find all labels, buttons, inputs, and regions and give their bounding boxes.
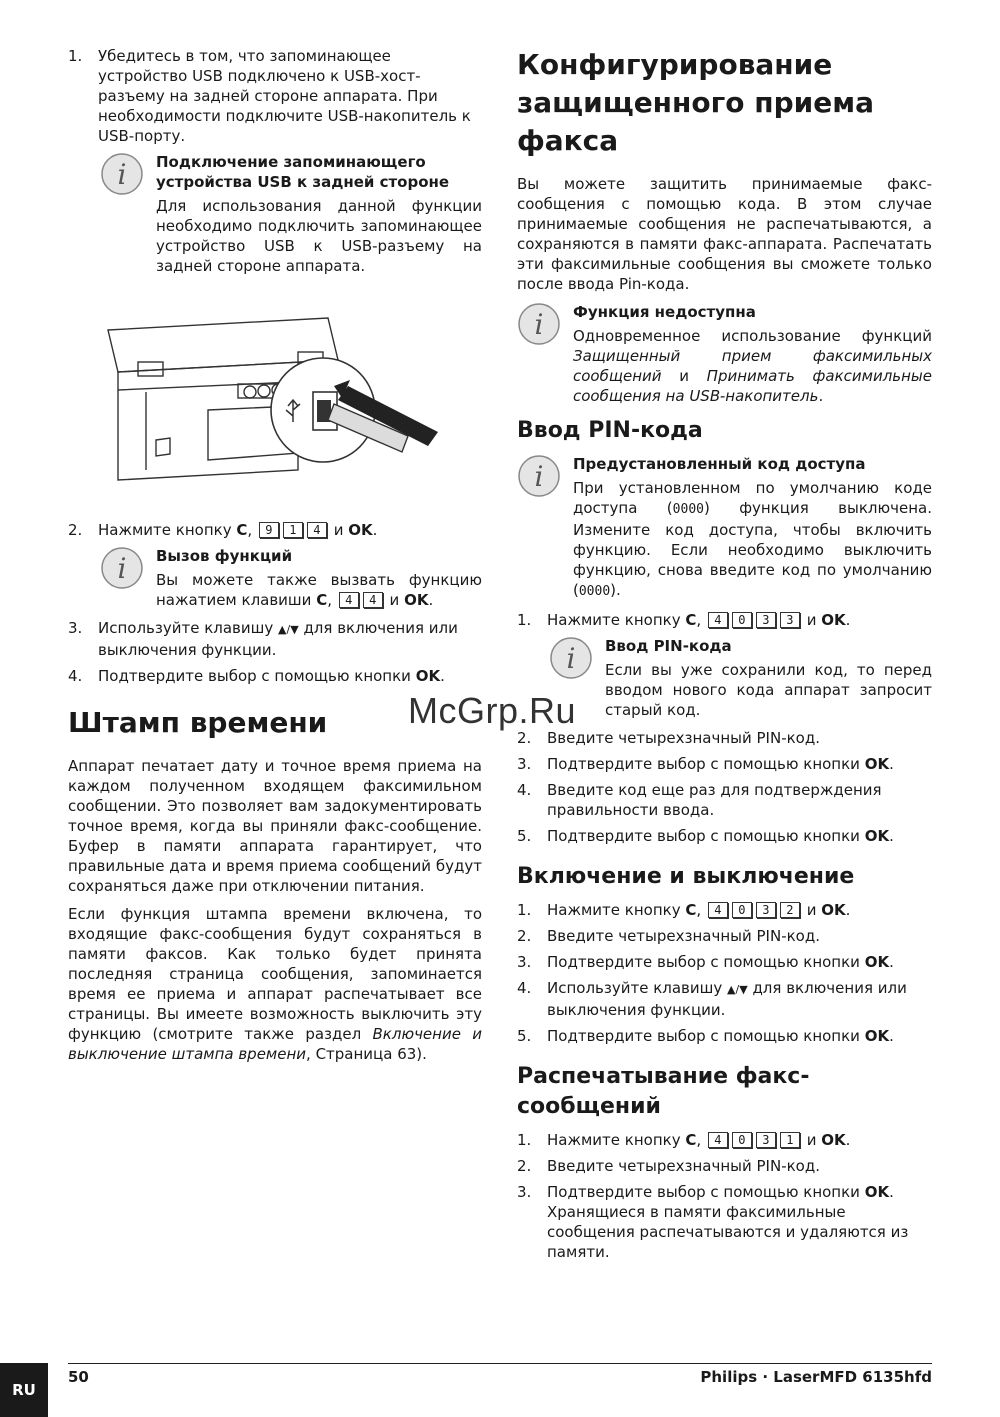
note-title: Подключение запоминающего устройства USB к задней стороне <box>156 153 450 191</box>
left-column <box>68 46 482 1072</box>
page-number: 50 <box>68 1368 89 1386</box>
note-usb-rear <box>100 152 482 276</box>
step-confirm: 4. Подтвердите выбор с помощью кнопки OK. <box>68 667 445 685</box>
onoff-step-5: 5. Подтвердите выбор с помощью кнопки OK. <box>517 1027 894 1045</box>
step-usb-connect: 1. Убедитесь в том, что запоминающее устройство USB подключено к USB-хост-разъему на задней стороне аппарата. При необходимости подключите USB-накопитель к USB-порту. <box>68 47 471 145</box>
info-icon <box>100 152 144 196</box>
info-icon <box>517 454 561 498</box>
up-down-arrow-icon: ▲/▼ <box>727 983 748 996</box>
printer-usb-illustration <box>98 300 478 500</box>
svg-text:i: i <box>117 552 127 585</box>
info-icon <box>100 546 144 590</box>
svg-text:i: i <box>117 158 127 191</box>
pin-step-3: 3. Подтвердите выбор с помощью кнопки OK. <box>517 755 894 773</box>
language-badge: RU <box>0 1363 48 1417</box>
svg-text:i: i <box>534 308 544 341</box>
heading-print-faxes: Распечатывание факс-сообщений <box>517 1064 810 1119</box>
heading-pin-entry: Ввод PIN-кода <box>517 418 703 443</box>
heading-timestamp: Штамп времени <box>68 706 328 739</box>
info-icon <box>549 636 593 680</box>
print-step-2: 2. Введите четырехзначный PIN-код. <box>517 1157 820 1175</box>
onoff-step-3: 3. Подтвердите выбор с помощью кнопки OK. <box>517 953 894 971</box>
step-toggle: 3. Используйте клавишу ▲/▼ для включения или выключения функции. <box>68 619 458 659</box>
note-call-functions: i Вызов функций Вы можете также вызвать функцию нажатием клавиши C, 4 4 и OK. <box>100 546 482 610</box>
footer-divider <box>68 1363 932 1364</box>
note-text: Для использования данной функции необходимо подключить запоминающее устройство USB к USB-разъему на задней стороне аппарата. <box>156 197 482 275</box>
step-press-keys: 2. Нажмите кнопку C, 9 1 4 и OK. <box>68 521 378 539</box>
note-pin-entry <box>549 636 932 720</box>
paragraph-secure-receive: Вы можете защитить принимаемые факс-сообщения с помощью кода. В этом случае принимаемые сообщения не распечатываются, а сохраняются в памяти факс-аппарата. Распечатать эти факсимильные сообщения вы сможете только после ввода Pin-кода. <box>517 175 932 293</box>
note-title: Вызов функций <box>156 547 293 565</box>
svg-text:i: i <box>566 642 576 675</box>
note-title: Ввод PIN-кода <box>605 637 732 655</box>
right-column <box>517 46 932 1268</box>
note-title: Предустановленный код доступа <box>573 455 866 473</box>
paragraph-timestamp-1: Аппарат печатает дату и точное время приема на каждом полученном входящем факсимильном сообщении. Это позволяет вам задокументировать точное время, когда вы приняли факс-сообщение. Буфер в памяти аппарата гарантирует, что правильные дата и время приема сообщений будут сохраняться даже при отключении питания. <box>68 757 482 895</box>
onoff-step-2: 2. Введите четырехзначный PIN-код. <box>517 927 820 945</box>
heading-secure-receive: Конфигурирование защищенного приема факса <box>517 48 874 157</box>
print-step-1: 1. Нажмите кнопку C, 4 0 3 1 и OK. <box>517 1131 851 1149</box>
onoff-step-1: 1. Нажмите кнопку C, 4 0 3 2 и OK. <box>517 901 851 919</box>
heading-on-off: Включение и выключение <box>517 864 855 889</box>
watermark: McGrp.Ru <box>408 690 577 731</box>
up-down-arrow-icon: ▲/▼ <box>278 623 299 636</box>
print-step-3: 3. Подтвердите выбор с помощью кнопки OK. Хранящиеся в памяти факсимильные сообщения распечатываются и удаляются из памяти. <box>517 1183 909 1261</box>
product-name: Philips · LaserMFD 6135hfd <box>700 1368 932 1386</box>
note-text: Если вы уже сохранили код, то перед вводом нового кода аппарат запросит старый код. <box>605 661 932 719</box>
note-unavailable: i Функция недоступна Одновременное использование функций Защищенный прием факсимильных сообщений и Принимать факсимильные сообщения на USB-накопитель. <box>517 302 932 406</box>
cross-reference-link: Включение и выключение штампа времени <box>68 1025 482 1063</box>
paragraph-timestamp-2: Если функция штампа времени включена, то входящие факс-сообщения будут сохраняться в памяти факсов. Как только будет принята последняя страница сообщения, запоминается время ее приема и аппарат распечатывает все страницы. Вы имеете возможность выключить эту функцию (смотрите также раздел Включение и выключение штампа времени, Страница 63). <box>68 905 482 1063</box>
pin-step-5: 5. Подтвердите выбор с помощью кнопки OK. <box>517 827 894 845</box>
svg-text:i: i <box>534 460 544 493</box>
pin-step-4: 4. Введите код еще раз для подтверждения правильности ввода. <box>517 781 882 819</box>
note-default-code: i Предустановленный код доступа При установленном по умолчанию коде доступа (0000) функция выключена. Измените код доступа, чтобы включить функцию. Если необходимо выключить функцию, снова введите код по умолчанию (0000). <box>517 454 932 602</box>
pin-step-2: 2. Введите четырехзначный PIN-код. <box>517 729 820 747</box>
onoff-step-4: 4. Используйте клавишу ▲/▼ для включения или выключения функции. <box>517 979 907 1019</box>
pin-step-1: 1. Нажмите кнопку C, 4 0 3 3 и OK. <box>517 611 851 629</box>
note-title: Функция недоступна <box>573 303 756 321</box>
info-icon <box>517 302 561 346</box>
